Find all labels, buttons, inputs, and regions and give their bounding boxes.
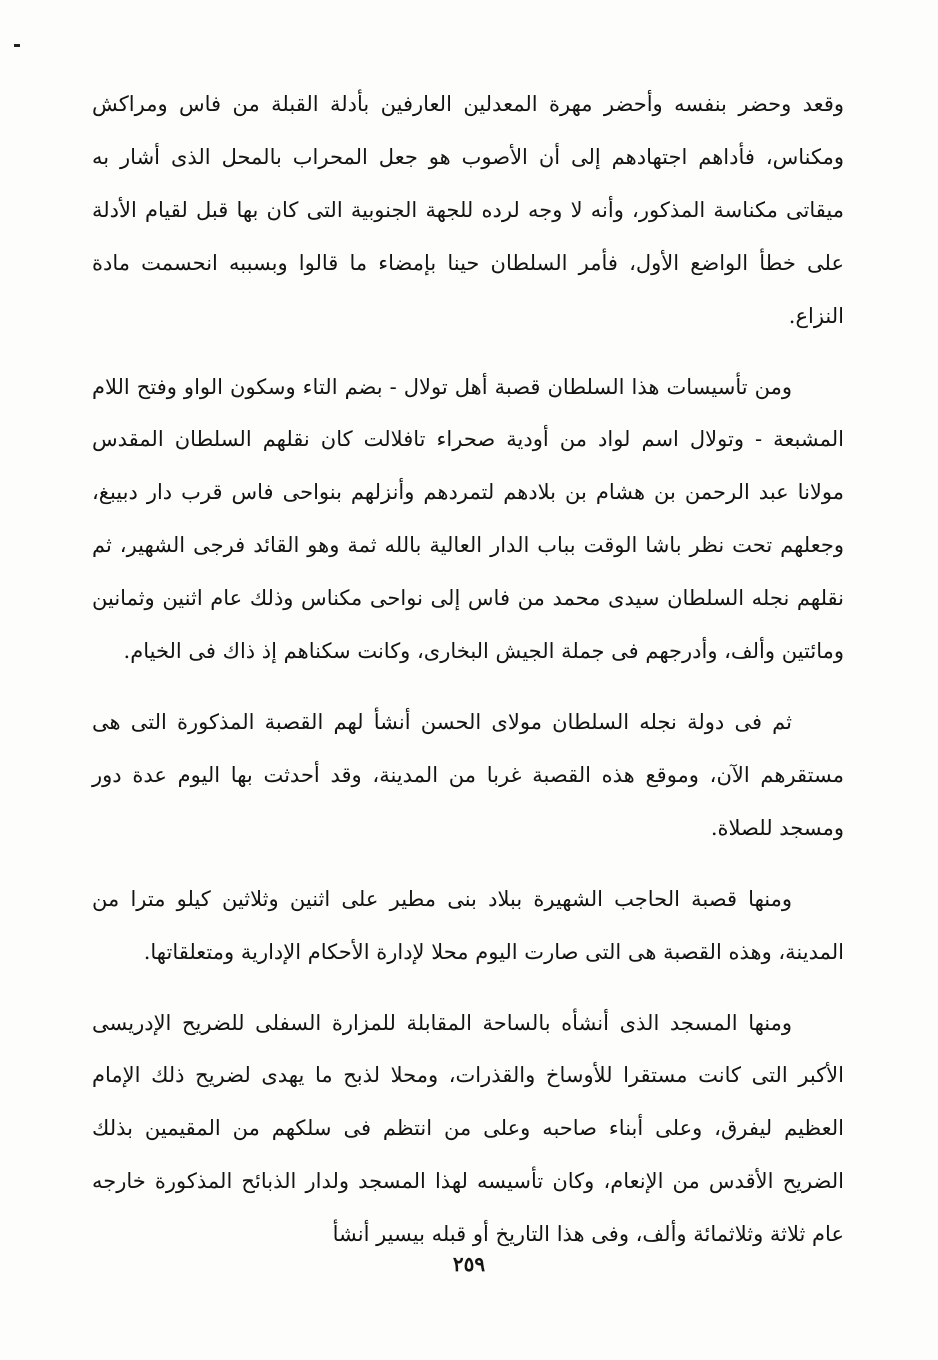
paragraph-4: ومنها قصبة الحاجب الشهيرة ببلاد بنى مطير على اثنين وثلاثين كيلو مترا من المدينة، وهذه القصبة هى التى صارت اليوم محلا لإدارة الأحكام الإدارية ومتعلقاتها. xyxy=(92,886,844,964)
paragraph-5: ومنها المسجد الذى أنشأه بالساحة المقابلة للمزارة السفلى للضريح الإدريسى الأكبر التى كانت مستقرا للأوساخ والقذرات، ومحلا لذبح ما يهدى لضريح ذلك الإمام العظيم ليفرق، وعلى أبناء صاحبه وعلى من انتظم فى سلكهم من المقيمين بذلك الضريح الأقدس من الإنعام، وكان تأسيسه لهذا المسجد ولدار الذبائح المذكورة خارجه عام ثلاثة وثلاثمائة وألف، وفى هذا التاريخ أو قبله بيسير أنشأ xyxy=(92,1010,844,1247)
page-number: ٢٥٩ xyxy=(452,1252,486,1276)
paragraph-3: ثم فى دولة نجله السلطان مولاى الحسن أنشأ لهم القصبة المذكورة التى هى مستقرهم الآن، وموقع هذه القصبة غربا من المدينة، وقد أحدثت بها اليوم عدة دور ومسجد للصلاة. xyxy=(92,709,844,840)
paragraph-1: وقعد وحضر بنفسه وأحضر مهرة المعدلين العارفين بأدلة القبلة من فاس ومراكش ومكناس، فأداهم اجتهادهم إلى أن الأصوب هو جعل المحراب بالمحل الذى أشار به ميقاتى مكناسة المذكور، وأنه لا وجه لرده للجهة الجنوبية التى كان بها قبل لقيام الأدلة على خطأ الواضع الأول، فأمر السلطان حينا بإمضاء ما قالوا وبسببه انحسمت مادة النزاع. xyxy=(92,92,844,328)
margin-mark xyxy=(14,44,20,47)
paragraph-2: ومن تأسيسات هذا السلطان قصبة أهل تولال - بضم التاء وسكون الواو وفتح اللام المشبعة - وتولال اسم لواد من أودية صحراء تافلالت كان نقلهم السلطان المقدس مولانا عبد الرحمن بن هشام بن بلادهم لتمردهم وأنزلهم بنواحى فاس قرب دار دبيبغ، وجعلهم تحت نظر باشا الوقت بباب الدار العالية بالله ثمة وهو القائد فرجى الشهير، ثم نقلهم نجله السلطان سيدى محمد من فاس إلى نواحى مكناس وذلك عام اثنين وثمانين ومائتين وألف، وأدرجهم فى جملة الجيش البخارى، وكانت سكناهم إذ ذاك فى الخيام. xyxy=(92,374,844,664)
body-text xyxy=(92,78,844,1279)
